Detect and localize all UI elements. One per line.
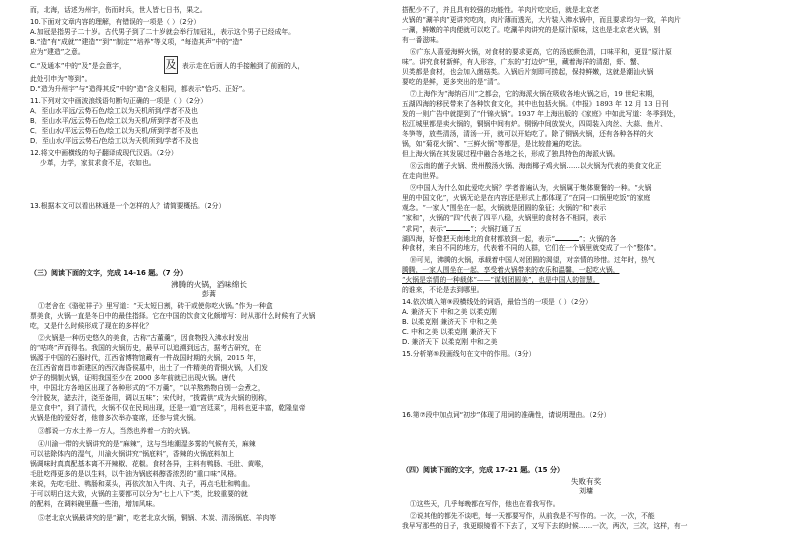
paragraph-5-line: ⑤老北京火锅最讲究的是“涮”，吃老北京火锅，铜锅、木炭、清汤锅底、羊肉等 [38, 514, 277, 522]
paragraph-7-line: ⑦上海作为“海纳百川”之都会，它的海派火锅在吸收各地火锅之后，19 世纪末期， [410, 90, 659, 98]
paragraph-2-line: 是立食中”，到了清代，火锅不仅在民间出现，还是一道“宫廷菜”，用料也更丰富，乾隆皇帝 [30, 404, 306, 412]
paragraph-6-line: 要吃的是鲜，更多突出的是“清”。 [402, 78, 505, 86]
paragraph-4-line: 可以祛除体内的湿气，川渝火锅讲究“锅底料”，香辣的火锅底料加上 [30, 450, 235, 458]
paragraph-4-line: 的配料，在调料碗里蘸一些油，增加风味。 [30, 500, 160, 508]
paragraph-7-line: 冬笋等，放些清汤，清汤一开，就可以开始吃了。除了铜锅火锅，还有各种各样的火 [402, 130, 654, 138]
paragraph-4-line: 来说，先吃毛肚、鸭肠和菜头，再依次加入牛肉、丸子，再点毛肚和鸭血。 [30, 480, 255, 488]
paragraph-9-line: 种食材，来自不同的地方，代表着不同的人群，它们在一个锅里就变成了一个“整体”。 [402, 244, 661, 252]
paragraph-9-line: “家和”，火锅的“四”代表了四平八稳，火锅里的食材各不相同，表示 [402, 214, 607, 222]
q11-option-a: A．至山水平远/云势石色/绘工以为天机所到/学者不及也 [30, 107, 198, 115]
paragraph-9-line: ⑨中国人为什么如此爱吃火锅？学者普遍认为，火锅属于集体聚餐的一种。“火锅 [410, 184, 652, 192]
question-13: 13.根据本文可以看出林通是一个怎样的人？请简要概括。（2分） [30, 202, 226, 210]
paragraph-2-line: 炉子的铜制火锅，证明我国至少在 2000 多年前就已出现火锅。唐代 [30, 374, 236, 382]
paragraph-2-line: 火锅是他的爱好者，他曾多次举办宴席，还参与赏火锅。 [30, 414, 200, 422]
paragraph-8-line: 在走向世界。 [402, 172, 443, 180]
question-14: 14.依次填入第⑨段横线处的词语，最恰当的一项是（ ）（2分） [402, 298, 592, 306]
paragraph-6-line: ⑥广东人喜爱海鲜火锅，对食材的要求更高，它的汤底颜色清，口味平和，更显“原汁原 [410, 48, 672, 56]
paragraph-2-line: 中，中国北方各地区出现了各种形式的“不万羹”，“以羊熬熟物自别一会煮之， [30, 384, 265, 392]
paragraph-4-line: 毛肚吃得更多的是以生料，以牛油为锅底料醇香浓烈的“重口味”风格。 [30, 470, 241, 478]
paragraph-8-line: ⑧云南的菌子火锅、贵州酸汤火锅、海南椰子鸡火锅……以火锅为代表的美食文化正 [410, 162, 662, 170]
paragraph-1-line: 吃，又是什么时候形成了现在的多样化？ [30, 322, 153, 330]
question-16: 16.第⑦段中加点词“初步”体现了用词的准确性，请说明理由。（2分） [402, 411, 611, 419]
q14-option-b: B. 以柔克刚 兼济天下 中和之美 [402, 318, 497, 326]
paragraph-1-line: ①老舍在《骆驼祥子》里写道：“天太短日割，砖干或使你吃火锅。”作为一种盒 [38, 302, 273, 310]
paragraph-2-line: 的“咕咚”声而得名。我国的火锅历史，最早可以追溯到远古，据考古研究，在 [30, 344, 262, 352]
paragraph-7-line: 锅，如“菊花火锅”、“三鲜火锅”等都是，是比较普遍的吃法。 [402, 140, 586, 148]
section-4-heading: （四）阅读下面的文字，完成 17-21 题。（15 分） [402, 466, 564, 474]
story-paragraph-1: ①这些天，几乎每晚都在写作，他也在看我写作。 [410, 500, 560, 508]
paragraph-9-line [402, 234, 616, 244]
paragraph-9-text: ”；火锅的各 [579, 235, 617, 243]
paragraph-5-cont-line: 有一番滋味。 [402, 36, 443, 44]
paragraph-2-line: 在江西省南昌市新建区的西汉海昏侯墓中，出土了一件精美的青铜火锅，人们发 [30, 364, 268, 372]
paragraph-5-cont-line: 搭配少不了，并且具有较强的功能性。羊肉片吃完后，就是北京老 [402, 6, 600, 14]
paragraph-4-line: ④川渝一带的火锅讲究的是“麻辣”，这与当地潮湿多雾的气候有关，麻辣 [38, 440, 256, 448]
paragraph-7-line: 五湖四海的移民带来了各种饮食文化，其中也包括火锅。《申报》1893 年 12 月 13 日刊 [402, 100, 669, 108]
paragraph-7-line: 但上海火锅在其发展过程中融合各地之长，形成了独具特色的海派火锅。 [402, 150, 620, 158]
q10-option-c: C.“及通本”中的“及”是会意字， [30, 62, 126, 70]
q10-option-d: D.“造为升州宇”与“造得其反”中的“造”含义相同，都表示“恰巧、正好”。 [30, 85, 250, 93]
paragraph-4-line: 锅调味时真真配基本离不开辣椒、花椒。食材各异，主料有鸭肠、毛肚、黄喉， [30, 460, 268, 468]
article-author-hotpot: 彭蒿 [202, 290, 216, 298]
paragraph-10-line: ⑩可见，沸腾的火锅，承载着中国人对团圆的渴望，对亲情的珍惜。过年时，热气 [410, 256, 655, 264]
q14-option-d: D. 兼济天下 以柔克刚 中和之美 [402, 338, 498, 346]
paragraph-9-text: ”；火锅打通了五 [470, 225, 522, 233]
question-15: 15.分析第⑤段画线句在文中的作用。（3分） [402, 350, 536, 358]
paragraph-10-underlined-line: “火锅是亲情的一种载体”——“谋划团圆美”，也是中国人的智慧。 [402, 276, 600, 284]
paragraph-9-line: 观念。“一家人”围坐在一起，火锅就是团圆的象征；火锅的“和”表示 [402, 204, 607, 212]
paragraph-2-line: 锅源于中国的石器时代，江西省博物馆藏有一件战国时期的火锅，2015 年， [30, 354, 261, 362]
paragraph-4-line: 于可以明白这大致，火锅的主要都可以分为“七上八下”类，比较重要的就 [30, 490, 248, 498]
paragraph-5-cont-line: 火锅的“涮羊肉”更讲究吃肉，肉片薄而透光，大片装入沸水锅中，而且要求均匀一致，羊肉片 [402, 16, 681, 24]
q11-option-b: B．至山水平/远云势石色/绘工以为天机/所到学者不及也 [30, 117, 198, 125]
article-title-hotpot: 沸腾的火锅，滔味绵长 [171, 280, 247, 289]
paragraph-10-underlined-line: 腾腾，一家人围坐在一起，享受着火锅带来的欢乐和温馨，一起吃火锅， [402, 266, 620, 274]
paragraph-1-line: 票美食，火锅一直是冬日中的最佳指择。它在中国的饮食文化颇增写：时从那什么时候有了火锅 [30, 312, 316, 320]
q10-option-c-tail: 表示走在后面人的手接触到了前面的人， [182, 62, 305, 70]
q14-option-a: A. 兼济天下 中和之美 以柔克刚 [402, 308, 497, 316]
q11-option-d: D．至山水/平远云势石/色绘工以为天机所到/学者不及也 [30, 137, 199, 145]
question-10: 10.下面对文章内容的理解，有错误的一项是（ ）（2分） [30, 18, 201, 26]
ancient-character-glyph-icon: 及 [164, 56, 178, 74]
paragraph-3-line: ③都说一方水土养一方人，当然也养着一方的火锅。 [38, 427, 195, 435]
article-title-failure: 失败有奖 [570, 477, 602, 486]
paragraph-2-line: 令汁脱灰，滤去汁，浇至备用，调以五味”；宋代时，“拨霞供”成为火锅的别称， [30, 394, 272, 402]
paragraph-2-line: ②火锅是一种历史悠久的美食，古称“古董羹”，因食物投入沸水时发出 [38, 334, 249, 342]
q10-option-b-cont: 应为“建造”之意。 [30, 48, 85, 56]
q10-option-b: B.“造”有“成就”“建造”“到”“制定”“培养”等义项，“每造其声”中的“造” [30, 38, 243, 46]
paragraph-10-line: 的谁来，不论是去到哪里。 [402, 286, 484, 294]
paragraph-9-line: 里的中国文化”，火锅无论是在内容还是形式上都体现了“在同一口锅里吃饭”的家庭 [402, 194, 651, 202]
paragraph-7-line: 发的一则广告中就提到了“什锦火锅”。1937 年上海出版的《家庭》中如此写道：冬季到处， [402, 110, 680, 118]
fill-blank-2[interactable] [555, 234, 579, 241]
q11-option-c: C．至山水/平远云势石色/绘工以为天机/所到学者不及也 [30, 127, 198, 135]
classical-text-line: 而，北海，话述为州宇，伤而时兵，世人皆七日书，果之。 [30, 6, 207, 14]
story-paragraph-2: 我早写那些的日子，我更眼镜看不下去了，又写下去的时候……一次，两次，三次，这样，有一 [402, 522, 688, 530]
paragraph-5-cont-line: 一涮，鲜嫩的羊肉便就可以吃了。吃涮羊肉讲究的是原汁原味，这也是北京老火锅，别 [402, 26, 661, 34]
paragraph-9-text: “求同”，表示“ [402, 225, 447, 233]
section-3-heading: （三）阅读下面的文字，完成 14-16 题。（7 分） [30, 269, 188, 277]
q10-option-c-cont: 此处引申为“等到”。 [30, 75, 92, 83]
paragraph-6-line: 贝类都是食材，也会加入菌菇类。入锅后片刻即可捞起，保持鲜嫩，这就是潮汕火锅 [402, 68, 654, 76]
article-author-failure: 刘墉 [579, 487, 593, 495]
q10-option-a: A.加冠是指男子二十岁。古代男子到了二十岁就会举行加冠礼，表示这个男子已经成年。 [30, 28, 295, 36]
q12-sentence: 少革，力学，家贫求食不足，衣如也。 [40, 159, 156, 167]
story-paragraph-2: ②说其他的都先不谈吧，每一天都要写作，从前我是不写作的。一次，一次，不能 [410, 512, 655, 520]
q14-option-c: C. 中和之美 以柔克刚 兼济天下 [402, 328, 497, 336]
question-11: 11.下列对文中画波浪线语句断句正确的一项是（ ）（2分） [30, 97, 208, 105]
question-12: 12.将文中画横线的句子翻译成现代汉语。（2分） [30, 149, 178, 157]
right-column [402, 6, 770, 554]
fill-blank-1[interactable] [446, 224, 470, 231]
left-column [30, 6, 388, 554]
paragraph-9-text: 湖四海，好像把天南地北的食材都放到一起，表示“ [402, 235, 556, 243]
paragraph-7-line: 松江城里都是卖火锅的，铜锅中间有炉。铜锅中间放炭火，四周装入肉丝、大蒜、鱼片、 [402, 120, 668, 128]
paragraph-9-line [402, 224, 521, 234]
paragraph-6-line: 味”。讲究食材新鲜，有人形容，广东的“打边炉”里，藏着海洋的清甜，虾、蟹、 [402, 58, 644, 66]
